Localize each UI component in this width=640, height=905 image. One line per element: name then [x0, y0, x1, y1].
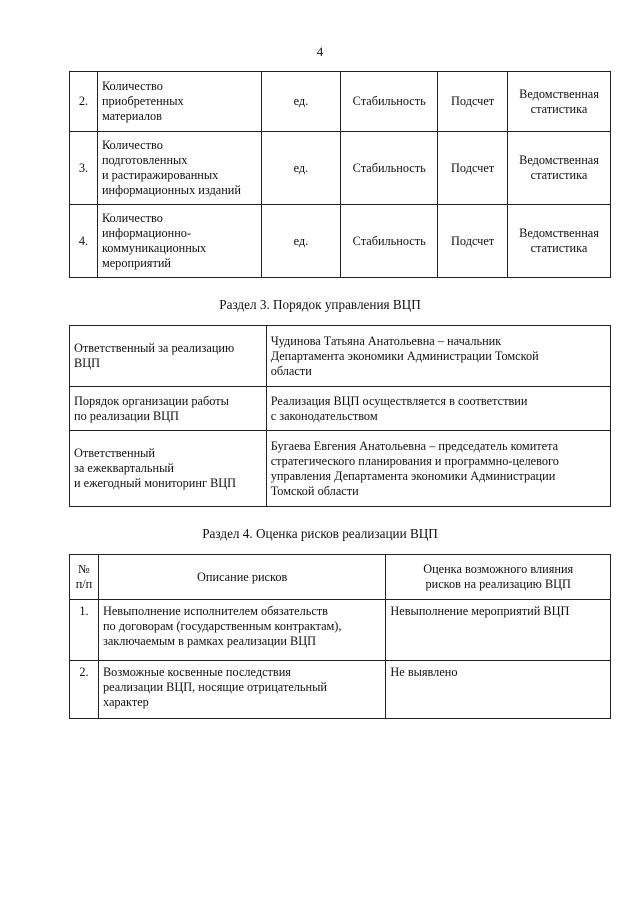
indicator-trend: Стабильность — [341, 72, 438, 132]
table-row — [70, 326, 611, 387]
table-row — [70, 431, 611, 507]
indicator-unit: ед. — [261, 72, 341, 132]
indicator-method: Подсчет — [438, 132, 508, 205]
row-number: 4. — [70, 205, 98, 278]
table-row — [70, 132, 611, 205]
header-description: Описание рисков — [98, 555, 385, 600]
indicators-table — [69, 71, 611, 278]
row-number: 2. — [70, 72, 98, 132]
indicator-method: Подсчет — [438, 72, 508, 132]
table-row — [70, 661, 611, 719]
indicator-trend: Стабильность — [341, 132, 438, 205]
indicator-name: Количество информационно- коммуникационных мероприятий — [97, 205, 261, 278]
management-value: Бугаева Евгения Анатольевна – председатель комитета стратегического планирования и программно-целевого управления Департамента экономики Администрации Томской области — [266, 431, 610, 507]
section-4-title: Раздел 4. Оценка рисков реализации ВЦП — [202, 526, 438, 541]
header-impact: Оценка возможного влияния рисков на реализацию ВЦП — [386, 555, 611, 600]
indicator-source: Ведомственная статистика — [508, 205, 611, 278]
risk-impact: Невыполнение мероприятий ВЦП — [386, 600, 611, 661]
page-number: 4 — [316, 44, 324, 59]
table-header-row — [70, 555, 611, 600]
indicator-name: Количество приобретенных материалов — [97, 72, 261, 132]
management-table — [69, 325, 611, 507]
table-row — [70, 72, 611, 132]
risk-number: 2. — [70, 661, 99, 719]
indicator-source: Ведомственная статистика — [508, 72, 611, 132]
risk-description: Возможные косвенные последствия реализации ВЦП, носящие отрицательный характер — [98, 661, 385, 719]
table-row — [70, 600, 611, 661]
indicator-unit: ед. — [261, 205, 341, 278]
indicator-method: Подсчет — [438, 205, 508, 278]
indicator-unit: ед. — [261, 132, 341, 205]
table-row — [70, 387, 611, 431]
indicator-source: Ведомственная статистика — [508, 132, 611, 205]
table-row — [70, 205, 611, 278]
management-label: Порядок организации работы по реализации ВЦП — [70, 387, 267, 431]
row-number: 3. — [70, 132, 98, 205]
risk-impact: Не выявлено — [386, 661, 611, 719]
section-3-title: Раздел 3. Порядок управления ВЦП — [219, 297, 421, 312]
management-value: Реализация ВЦП осуществляется в соответствии с законодательством — [266, 387, 610, 431]
risks-table — [69, 554, 611, 719]
indicator-name: Количество подготовленных и растиражированных информационных изданий — [97, 132, 261, 205]
risk-description: Невыполнение исполнителем обязательств по договорам (государственным контрактам), заключаемым в рамках реализации ВЦП — [98, 600, 385, 661]
indicator-trend: Стабильность — [341, 205, 438, 278]
risk-number: 1. — [70, 600, 99, 661]
management-label: Ответственный за реализацию ВЦП — [70, 326, 267, 387]
header-num: № п/п — [70, 555, 99, 600]
management-label: Ответственный за ежеквартальный и ежегодный мониторинг ВЦП — [70, 431, 267, 507]
management-value: Чудинова Татьяна Анатольевна – начальник Департамента экономики Администрации Томской области — [266, 326, 610, 387]
